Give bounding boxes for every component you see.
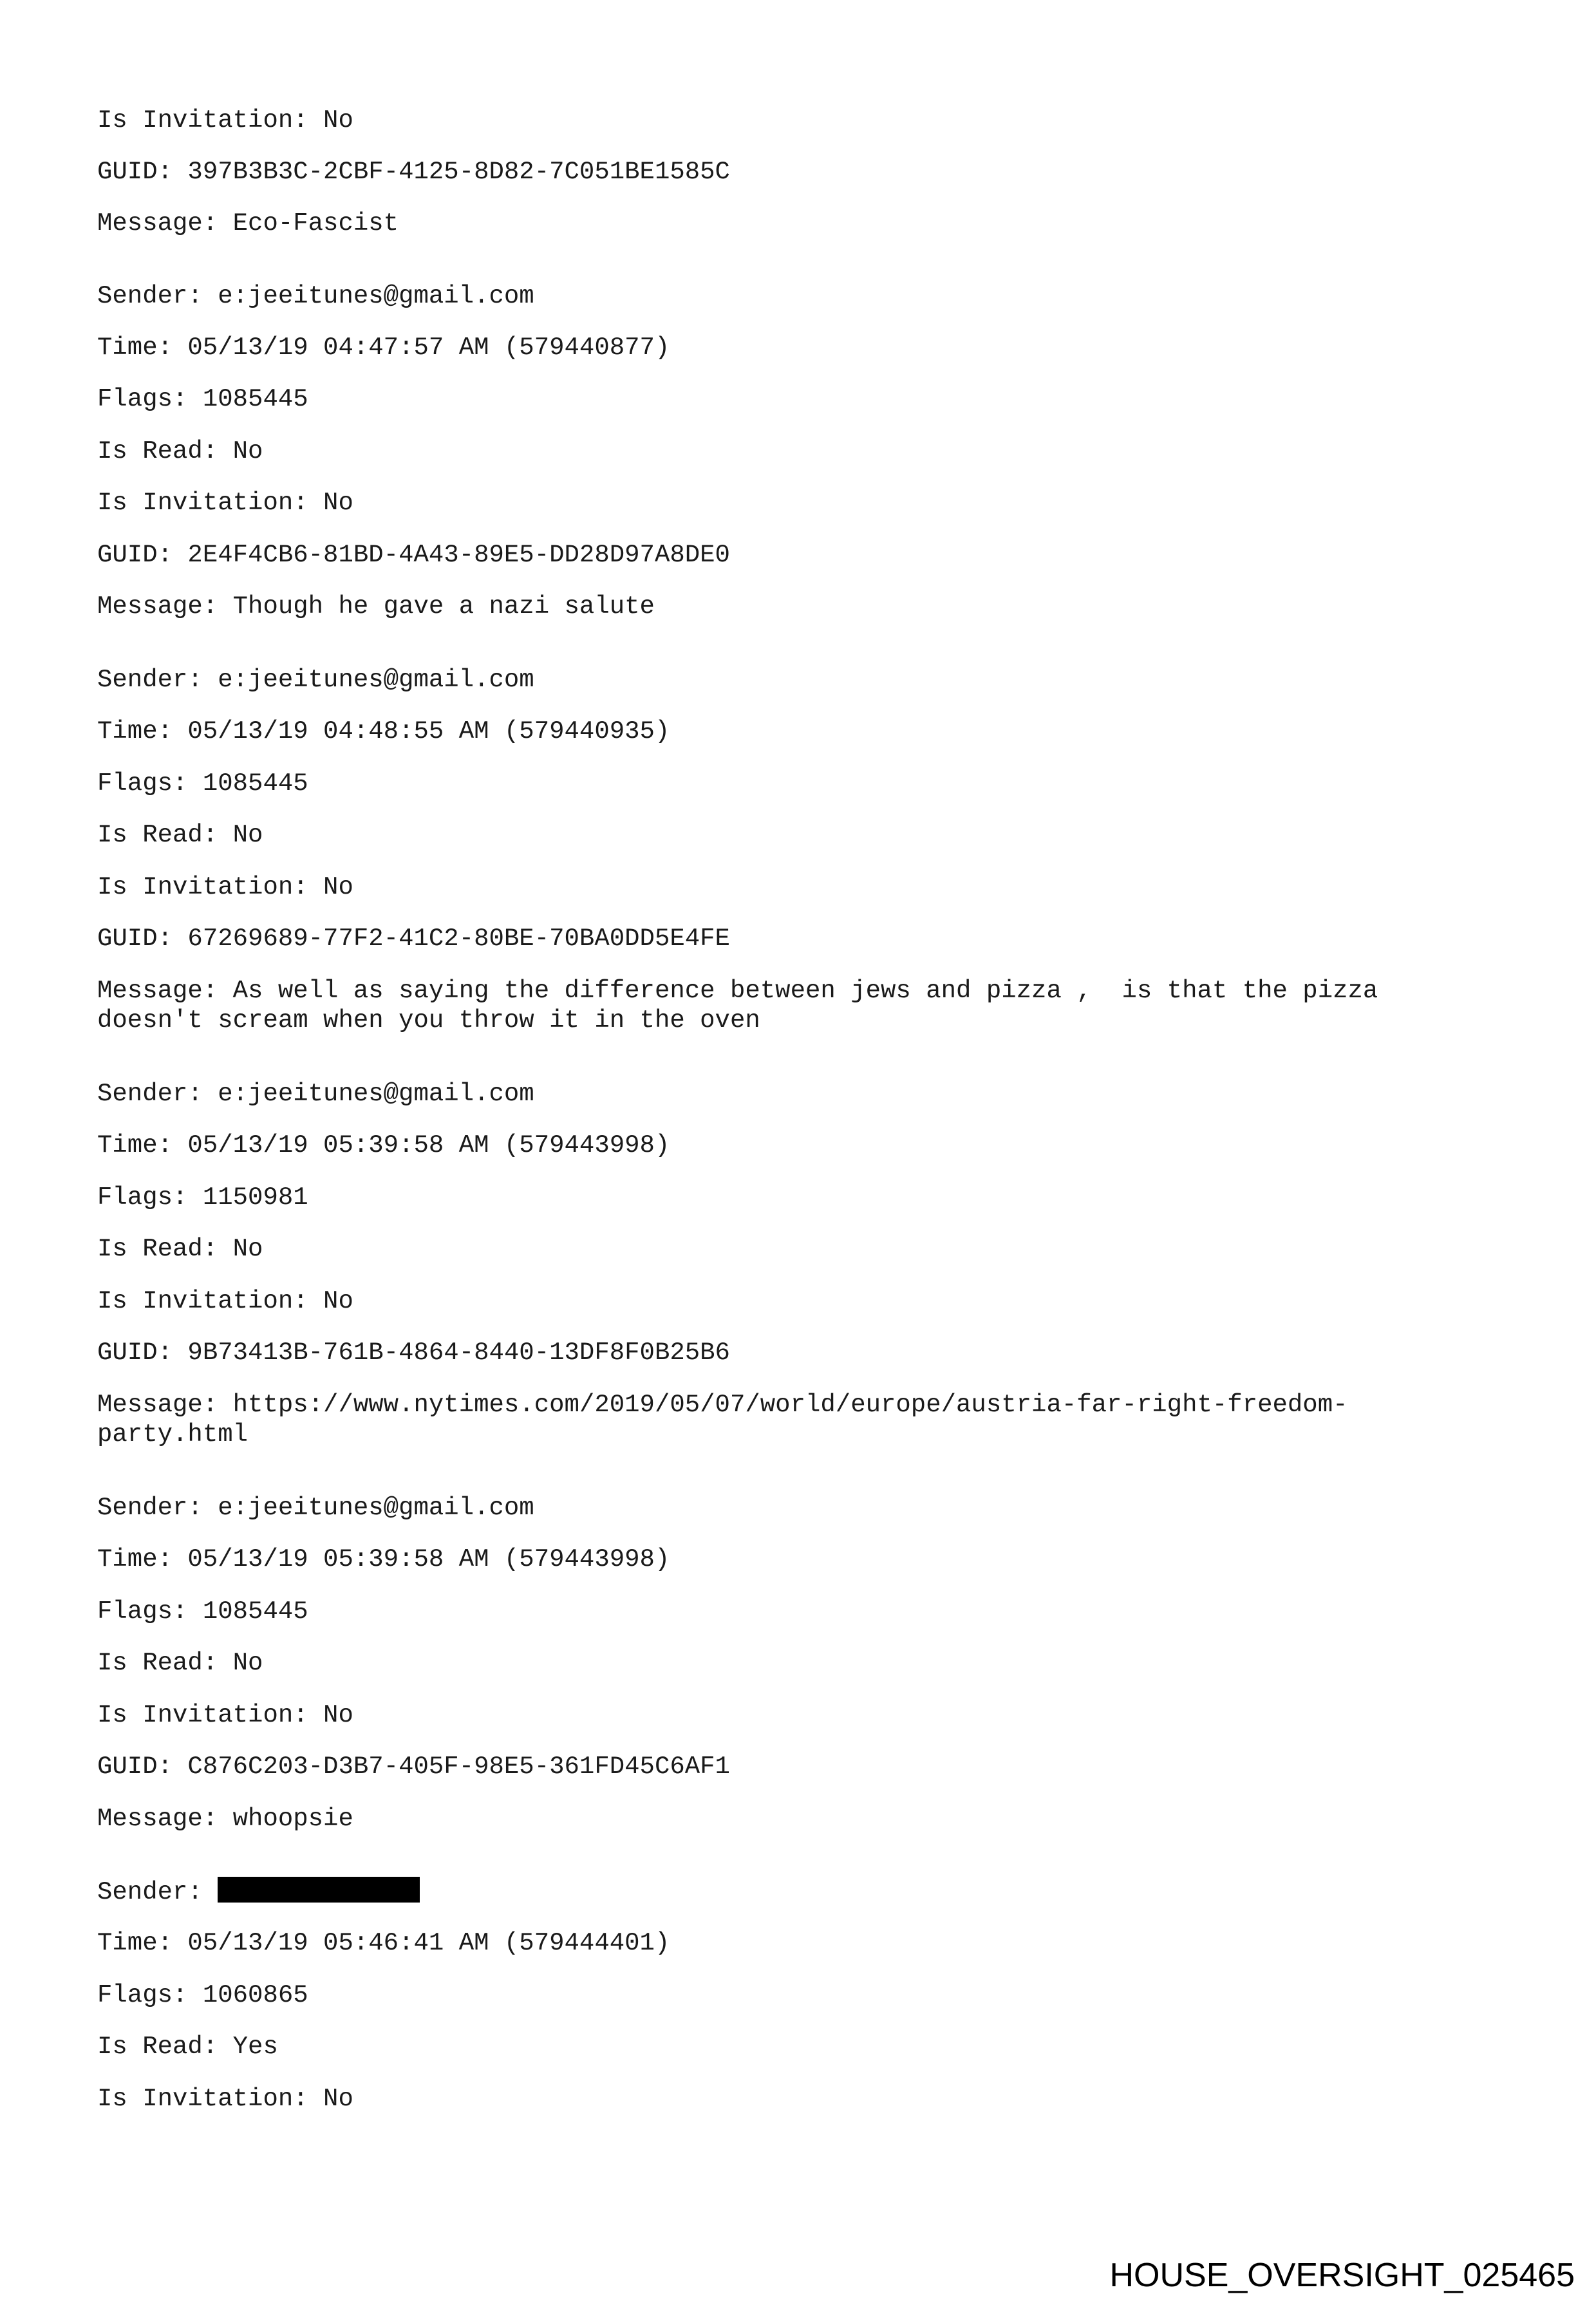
record-line: Message: https://www.nytimes.com/2019/05/07/world/europe/austria-far-right-freedom- party.html: [97, 1391, 1348, 1449]
record-line: Message: Though he gave a nazi salute: [97, 592, 655, 621]
record-line: Is Read: No: [97, 1235, 263, 1263]
redaction-bar: [218, 1877, 420, 1903]
sender-label: Sender:: [97, 1878, 203, 1906]
record-line: Is Read: No: [97, 437, 263, 465]
record-line: Message: Eco-Fascist: [97, 209, 399, 238]
record-line: Time: 05/13/19 05:39:58 AM (579443998): [97, 1131, 670, 1160]
record-line: Is Read: No: [97, 1649, 263, 1677]
record-line: Flags: 1085445: [97, 769, 308, 798]
record-line: Sender: e:jeeitunes@gmail.com: [97, 666, 534, 694]
record-line: Flags: 1150981: [97, 1183, 308, 1212]
record-line: Is Invitation: No: [97, 2085, 353, 2113]
record-line: Time: 05/13/19 04:48:55 AM (579440935): [97, 717, 670, 746]
sender-line-redacted: [97, 1877, 420, 1907]
record-line: Time: 05/13/19 05:46:41 AM (579444401): [97, 1929, 670, 1957]
record-line: Flags: 1085445: [97, 1597, 308, 1626]
record-line: Is Invitation: No: [97, 873, 353, 901]
record-line: Message: whoopsie: [97, 1805, 353, 1833]
record-line: Message: As well as saying the difference between jews and pizza , is that the pizza doesn't scream when you throw it in the oven: [97, 977, 1378, 1035]
record-line: GUID: 67269689-77F2-41C2-80BE-70BA0DD5E4FE: [97, 925, 730, 953]
record-line: Time: 05/13/19 04:47:57 AM (579440877): [97, 334, 670, 362]
record-line: Is Invitation: No: [97, 1701, 353, 1729]
record-line: Sender: e:jeeitunes@gmail.com: [97, 282, 534, 310]
bates-number: HOUSE_OVERSIGHT_025465: [1109, 2257, 1575, 2294]
record-line: Flags: 1060865: [97, 1981, 308, 2009]
record-line: Is Invitation: No: [97, 1287, 353, 1315]
record-line: Is Read: Yes: [97, 2033, 278, 2061]
record-line: GUID: 397B3B3C-2CBF-4125-8D82-7C051BE1585C: [97, 158, 730, 186]
record-line: GUID: 2E4F4CB6-81BD-4A43-89E5-DD28D97A8DE0: [97, 541, 730, 569]
record-line: GUID: C876C203-D3B7-405F-98E5-361FD45C6AF1: [97, 1753, 730, 1781]
record-line: Is Invitation: No: [97, 106, 353, 135]
record-line: Is Invitation: No: [97, 489, 353, 517]
record-line: Sender: e:jeeitunes@gmail.com: [97, 1494, 534, 1522]
record-line: GUID: 9B73413B-761B-4864-8440-13DF8F0B25B6: [97, 1339, 730, 1367]
record-line: Sender: e:jeeitunes@gmail.com: [97, 1080, 534, 1108]
record-line: Time: 05/13/19 05:39:58 AM (579443998): [97, 1545, 670, 1574]
record-line: Flags: 1085445: [97, 385, 308, 413]
record-line: Is Read: No: [97, 821, 263, 849]
